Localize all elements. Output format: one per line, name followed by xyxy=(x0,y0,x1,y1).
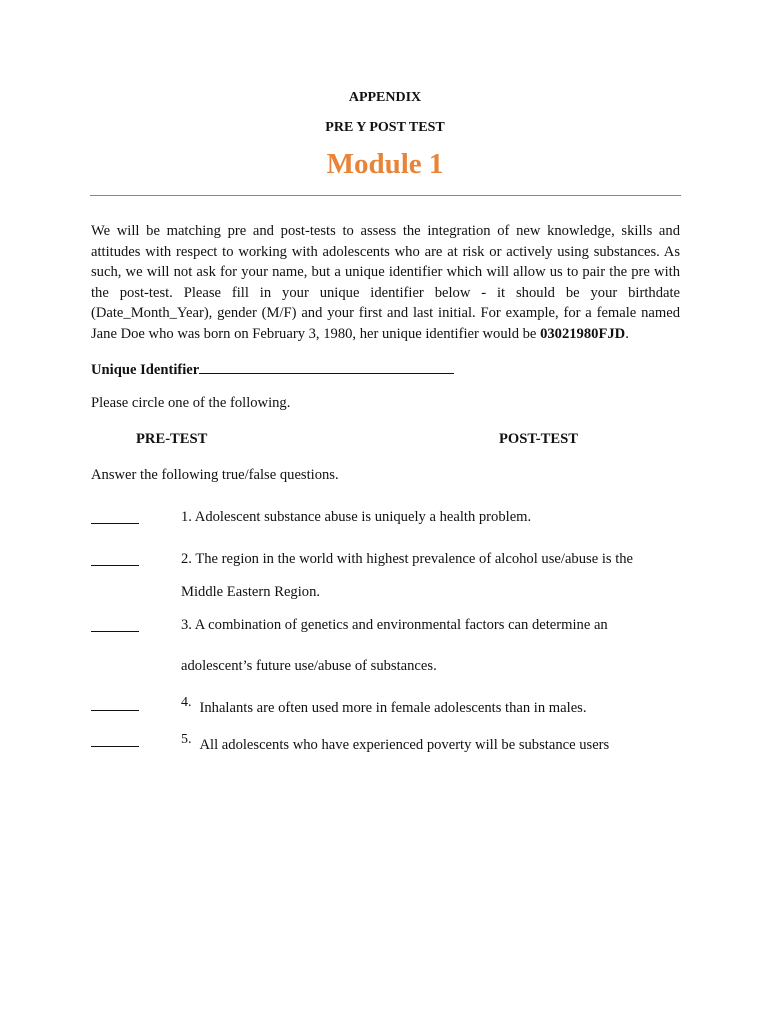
answer-blank-2[interactable] xyxy=(91,565,139,566)
unique-identifier-row xyxy=(91,359,454,379)
question-text: All adolescents who have experienced poverty will be substance users xyxy=(199,737,610,753)
question-text: The region in the world with highest prevalence of alcohol use/abuse is the xyxy=(195,551,634,567)
appendix-heading: APPENDIX xyxy=(348,90,422,105)
post-test-option[interactable]: POST-TEST xyxy=(499,431,578,447)
question-number: 4. xyxy=(181,695,192,710)
question-3-continued: adolescent’s future use/abuse of substances. xyxy=(181,658,437,674)
question-5 xyxy=(181,732,610,754)
circle-prompt: Please circle one of the following. xyxy=(91,395,291,411)
answer-blank-1[interactable] xyxy=(91,523,139,524)
answer-blank-4[interactable] xyxy=(91,710,139,711)
question-2-continued: Middle Eastern Region. xyxy=(181,584,321,600)
answer-blank-5[interactable] xyxy=(91,746,139,747)
intro-paragraph xyxy=(91,221,680,345)
intro-text: We will be matching pre and post-tests to assess the integration of new knowledge, skills and attitudes with respect to working with adolescents who are at risk or actively using substances. As such, we will not ask for your name, but a unique identifier which will allow us to pair the pre with the post-test. Please fill in your unique identifier below - it should be your birthdate (Date_Month_Year), gender (M/F) and your first and last initial. For example, for a female named Jane Doe who was born on February 3, 1980, her unique identifier would be xyxy=(91,223,680,342)
answer-blank-3[interactable] xyxy=(91,631,139,632)
pre-test-option[interactable]: PRE-TEST xyxy=(136,431,208,447)
question-number: 5. xyxy=(181,732,192,747)
question-number: 1. xyxy=(181,509,192,525)
question-text: Adolescent substance abuse is uniquely a health problem. xyxy=(194,509,532,525)
question-text: Inhalants are often used more in female adolescents than in males. xyxy=(199,700,587,716)
unique-identifier-field[interactable] xyxy=(199,359,454,374)
question-2 xyxy=(181,551,633,568)
question-text: A combination of genetics and environmental factors can determine an xyxy=(194,617,608,633)
question-4 xyxy=(181,695,587,717)
question-number: 2. xyxy=(181,551,192,567)
question-3 xyxy=(181,617,608,634)
pre-post-test-heading: PRE Y POST TEST xyxy=(325,120,445,135)
true-false-prompt: Answer the following true/false questions. xyxy=(91,467,339,483)
title-divider xyxy=(90,195,681,196)
example-identifier: 03021980FJD xyxy=(540,325,626,342)
intro-end: . xyxy=(625,325,629,342)
module-title: Module 1 xyxy=(326,148,444,180)
question-1 xyxy=(181,509,531,526)
unique-identifier-label: Unique Identifier xyxy=(91,362,200,378)
question-number: 3. xyxy=(181,617,192,633)
